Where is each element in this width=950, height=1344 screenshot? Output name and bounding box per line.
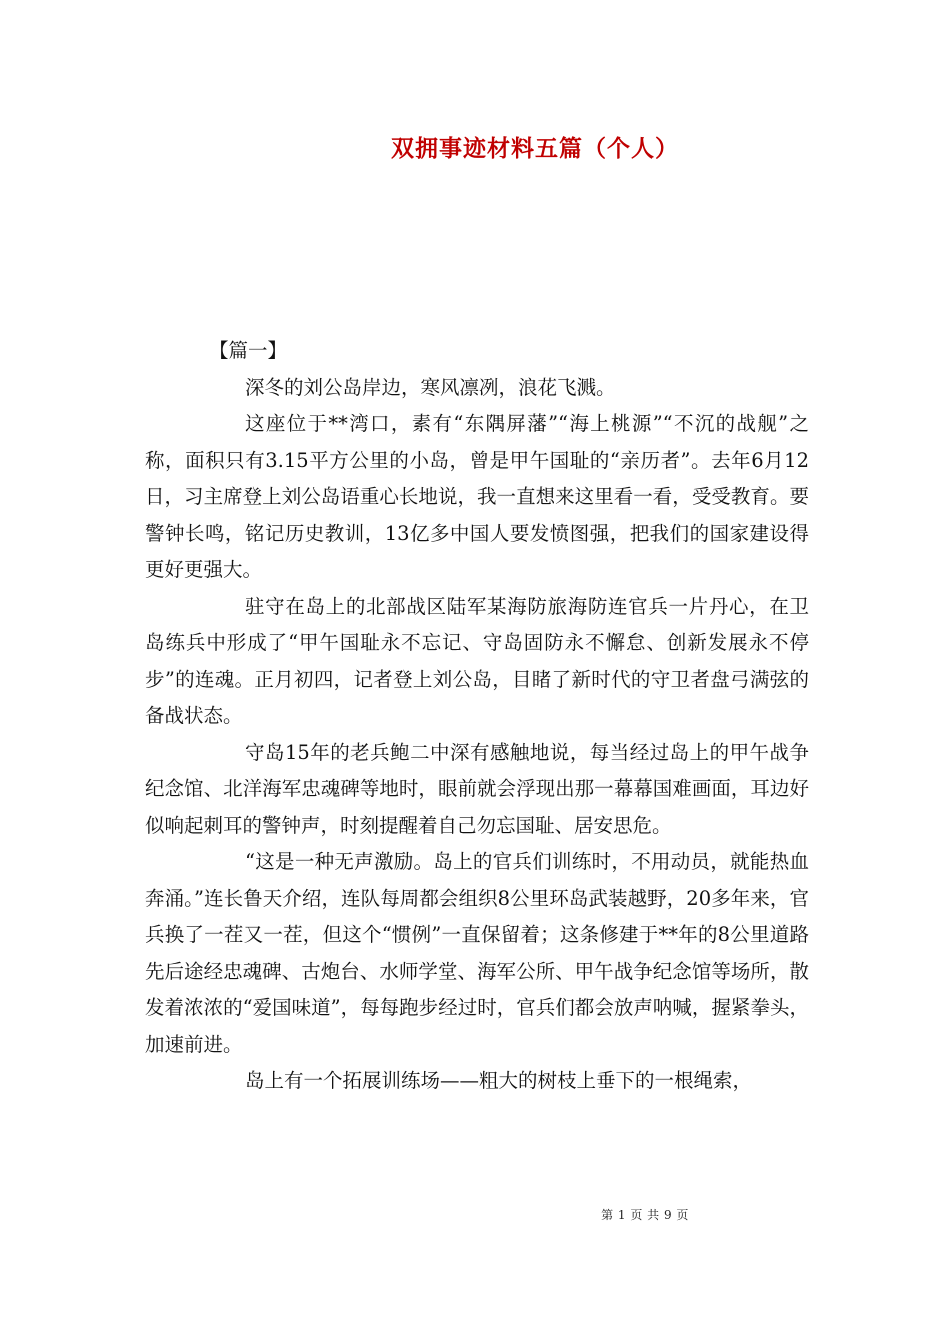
paragraph-2: 这座位于**湾口，素有“东隅屏藩”“海上桃源”“不沉的战舰”之称，面积只有3.15平方公里的小岛，曾是甲午国耻的“亲历者”。去年6月12日，习主席登上刘公岛语重心长地说，我一直想来这里看一看，受受教育。要警钟长鸣，铭记历史教训，13亿多中国人要发愤图强，把我们的国家建设得更好更强大。	[145, 412, 809, 581]
document-body	[145, 333, 809, 1100]
paragraph-4: 守岛15年的老兵鲍二中深有感触地说，每当经过岛上的甲午战争纪念馆、北洋海军忠魂碑等地时，眼前就会浮现出那一幕幕国难画面，耳边好似响起刺耳的警钟声，时刻提醒着自己勿忘国耻、居安思危。	[145, 740, 809, 837]
paragraph-1: 深冬的刘公岛岸边，寒风凛冽，浪花飞溅。	[245, 375, 616, 399]
paragraph-6: 岛上有一个拓展训练场——粗大的树枝上垂下的一根绳索，	[245, 1069, 753, 1092]
document-title: 双拥事迹材料五篇（个人）	[391, 135, 679, 162]
page-footer: 第 1 页 共 9 页	[601, 1208, 689, 1222]
section-label: 【篇一】	[209, 339, 288, 362]
paragraph-3: 驻守在岛上的北部战区陆军某海防旅海防连官兵一片丹心，在卫岛练兵中形成了“甲午国耻永不忘记、守岛固防永不懈怠、创新发展永不停步”的连魂。正月初四，记者登上刘公岛，目睹了新时代的守卫者盘弓满弦的备战状态。	[145, 594, 809, 727]
paragraph-5: “这是一种无声激励。岛上的官兵们训练时，不用动员，就能热血奔涌。”连长鲁天介绍，连队每周都会组织8公里环岛武装越野，20多年来，官兵换了一茬又一茬，但这个“惯例”一直保留着；这条修建于**年的8公里道路先后途经忠魂碑、古炮台、水师学堂、海军公所、甲午战争纪念馆等场所，散发着浓浓的“爱国味道”，每每跑步经过时，官兵们都会放声呐喊，握紧拳头，加速前进。	[145, 850, 809, 1056]
